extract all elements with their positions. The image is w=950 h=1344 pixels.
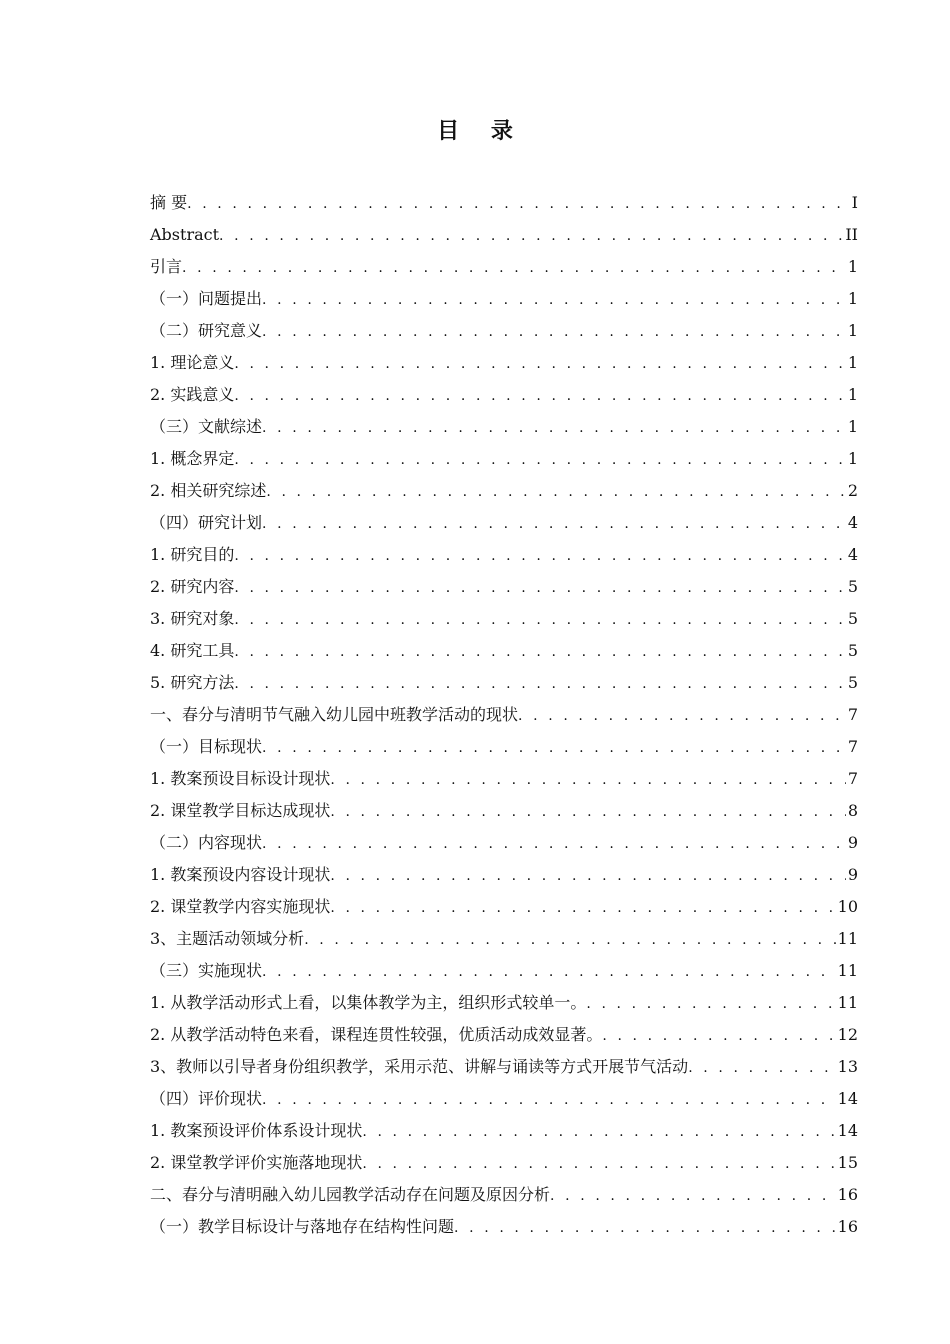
toc-entry[interactable]: [150, 603, 858, 635]
toc-leader-dots: [330, 860, 845, 892]
toc-entry-label: 1. 教案预设内容设计现状: [150, 865, 331, 884]
toc-leader-dots: [330, 796, 845, 828]
toc-entry-label: 1. 教案预设评价体系设计现状: [150, 1121, 363, 1140]
toc-entry-page-number: 1: [847, 449, 858, 468]
toc-entry[interactable]: [150, 1211, 858, 1243]
table-of-contents: [150, 187, 858, 1243]
toc-entry-page-number: II: [845, 225, 858, 244]
toc-entry-label: （四）评价现状: [150, 1089, 263, 1108]
toc-entry-page-number: 1: [847, 385, 858, 404]
toc-entry-label: 1. 研究目的: [150, 545, 235, 564]
toc-entry[interactable]: [150, 219, 858, 251]
toc-entry-page-number: 11: [837, 929, 858, 948]
toc-leader-dots: [330, 892, 835, 924]
toc-entry-label: 2. 课堂教学评价实施落地现状: [150, 1153, 363, 1172]
toc-leader-dots: [266, 476, 845, 508]
toc-entry-page-number: 7: [847, 769, 858, 788]
toc-entry-label: 1. 教案预设目标设计现状: [150, 769, 331, 788]
toc-entry[interactable]: [150, 1147, 858, 1179]
toc-leader-dots: [262, 316, 846, 348]
toc-entry-page-number: 12: [837, 1025, 858, 1044]
toc-entry-label: 4. 研究工具: [150, 641, 235, 660]
toc-entry-page-number: 15: [837, 1153, 858, 1172]
toc-entry-page-number: 5: [847, 641, 858, 660]
toc-entry-label: 1. 概念界定: [150, 449, 235, 468]
toc-leader-dots: [304, 924, 835, 956]
toc-entry-label: 引言: [150, 257, 183, 276]
toc-entry-label: 2. 课堂教学目标达成现状: [150, 801, 331, 820]
toc-leader-dots: [234, 604, 845, 636]
toc-leader-dots: [182, 252, 846, 284]
toc-leader-dots: [688, 1052, 835, 1084]
toc-entry-page-number: 1: [847, 321, 858, 340]
toc-entry-page-number: 5: [847, 673, 858, 692]
toc-entry-label: 一、春分与清明节气融入幼儿园中班教学活动的现状: [150, 705, 519, 724]
toc-leader-dots: [234, 572, 845, 604]
toc-entry-page-number: 8: [847, 801, 858, 820]
toc-entry-page-number: 4: [847, 545, 858, 564]
toc-entry[interactable]: [150, 1083, 858, 1115]
toc-entry-label: Abstract: [150, 225, 220, 244]
toc-entry-label: （二）研究意义: [150, 321, 263, 340]
toc-entry-page-number: 9: [847, 833, 858, 852]
toc-entry-label: （一）问题提出: [150, 289, 263, 308]
toc-entry[interactable]: [150, 795, 858, 827]
toc-entry[interactable]: [150, 539, 858, 571]
toc-leader-dots: [362, 1116, 835, 1148]
toc-entry-label: 2. 从教学活动特色来看，课程连贯性较强，优质活动成效显著。: [150, 1025, 603, 1044]
toc-entry[interactable]: [150, 827, 858, 859]
toc-entry[interactable]: [150, 443, 858, 475]
toc-leader-dots: [586, 988, 835, 1020]
toc-entry-label: 3、教师以引导者身份组织教学，采用示范、讲解与诵读等方式开展节气活动: [150, 1057, 689, 1076]
toc-entry-page-number: 5: [847, 609, 858, 628]
toc-entry[interactable]: [150, 283, 858, 315]
toc-entry-page-number: 1: [847, 417, 858, 436]
toc-entry-label: 2. 相关研究综述: [150, 481, 267, 500]
toc-entry-page-number: 16: [837, 1217, 858, 1236]
toc-entry-page-number: 1: [847, 289, 858, 308]
toc-entry[interactable]: [150, 987, 858, 1019]
toc-entry[interactable]: [150, 187, 858, 219]
toc-entry-label: （一）教学目标设计与落地存在结构性问题: [150, 1217, 455, 1236]
toc-entry[interactable]: [150, 1019, 858, 1051]
toc-entry[interactable]: [150, 251, 858, 283]
toc-entry-page-number: I: [851, 193, 858, 212]
toc-entry-page-number: 16: [837, 1185, 858, 1204]
toc-entry-page-number: 1: [847, 353, 858, 372]
toc-entry-label: 2. 课堂教学内容实施现状: [150, 897, 331, 916]
toc-leader-dots: [262, 284, 846, 316]
toc-entry[interactable]: [150, 571, 858, 603]
toc-leader-dots: [234, 636, 845, 668]
toc-leader-dots: [330, 764, 845, 796]
toc-leader-dots: [362, 1148, 835, 1180]
toc-entry[interactable]: [150, 1115, 858, 1147]
toc-entry-label: （三）实施现状: [150, 961, 263, 980]
toc-leader-dots: [187, 188, 850, 220]
toc-entry-label: 3、主题活动领域分析: [150, 929, 305, 948]
toc-entry[interactable]: [150, 923, 858, 955]
toc-entry-page-number: 11: [837, 961, 858, 980]
toc-leader-dots: [550, 1180, 836, 1212]
toc-entry-label: 1. 从教学活动形式上看，以集体教学为主，组织形式较单一。: [150, 993, 587, 1012]
toc-entry-label: 1. 理论意义: [150, 353, 235, 372]
toc-leader-dots: [518, 700, 846, 732]
toc-entry-label: （三）文献综述: [150, 417, 263, 436]
toc-entry-label: 3. 研究对象: [150, 609, 235, 628]
toc-entry-page-number: 4: [847, 513, 858, 532]
toc-entry-label: 2. 实践意义: [150, 385, 235, 404]
toc-entry[interactable]: [150, 411, 858, 443]
toc-leader-dots: [262, 732, 846, 764]
toc-leader-dots: [234, 540, 845, 572]
toc-entry-page-number: 7: [847, 705, 858, 724]
toc-entry[interactable]: [150, 1179, 858, 1211]
toc-entry-label: （四）研究计划: [150, 513, 263, 532]
toc-leader-dots: [262, 1084, 836, 1116]
toc-entry[interactable]: [150, 507, 858, 539]
toc-leader-dots: [454, 1212, 836, 1244]
toc-leader-dots: [262, 412, 846, 444]
toc-leader-dots: [234, 380, 845, 412]
toc-entry[interactable]: [150, 859, 858, 891]
toc-leader-dots: [234, 668, 845, 700]
toc-title: 目 录: [437, 119, 525, 144]
toc-entry-page-number: 10: [837, 897, 858, 916]
toc-entry-page-number: 14: [837, 1121, 858, 1140]
toc-leader-dots: [602, 1020, 835, 1052]
toc-entry-page-number: 14: [837, 1089, 858, 1108]
toc-entry-label: 摘 要: [150, 193, 188, 212]
toc-entry-page-number: 7: [847, 737, 858, 756]
toc-leader-dots: [262, 828, 846, 860]
toc-entry-page-number: 2: [847, 481, 858, 500]
toc-entry-label: 二、春分与清明融入幼儿园教学活动存在问题及原因分析: [150, 1185, 551, 1204]
toc-entry[interactable]: [150, 955, 858, 987]
toc-entry[interactable]: [150, 315, 858, 347]
toc-entry[interactable]: [150, 379, 858, 411]
toc-entry-page-number: 5: [847, 577, 858, 596]
toc-leader-dots: [234, 444, 845, 476]
toc-entry-label: （二）内容现状: [150, 833, 263, 852]
toc-entry-label: 2. 研究内容: [150, 577, 235, 596]
toc-leader-dots: [262, 508, 846, 540]
toc-entry[interactable]: [150, 635, 858, 667]
toc-entry[interactable]: [150, 667, 858, 699]
toc-entry[interactable]: [150, 1051, 858, 1083]
toc-entry-page-number: 13: [837, 1057, 858, 1076]
toc-entry[interactable]: [150, 347, 858, 379]
toc-leader-dots: [234, 348, 845, 380]
toc-entry[interactable]: [150, 763, 858, 795]
toc-entry-page-number: 9: [847, 865, 858, 884]
toc-entry-page-number: 11: [837, 993, 858, 1012]
toc-entry[interactable]: [150, 731, 858, 763]
toc-leader-dots: [219, 220, 843, 252]
toc-entry[interactable]: [150, 891, 858, 923]
toc-entry-label: 5. 研究方法: [150, 673, 235, 692]
toc-leader-dots: [262, 956, 836, 988]
toc-entry[interactable]: [150, 475, 858, 507]
toc-entry-page-number: 1: [847, 257, 858, 276]
toc-entry[interactable]: [150, 699, 858, 731]
toc-entry-label: （一）目标现状: [150, 737, 263, 756]
